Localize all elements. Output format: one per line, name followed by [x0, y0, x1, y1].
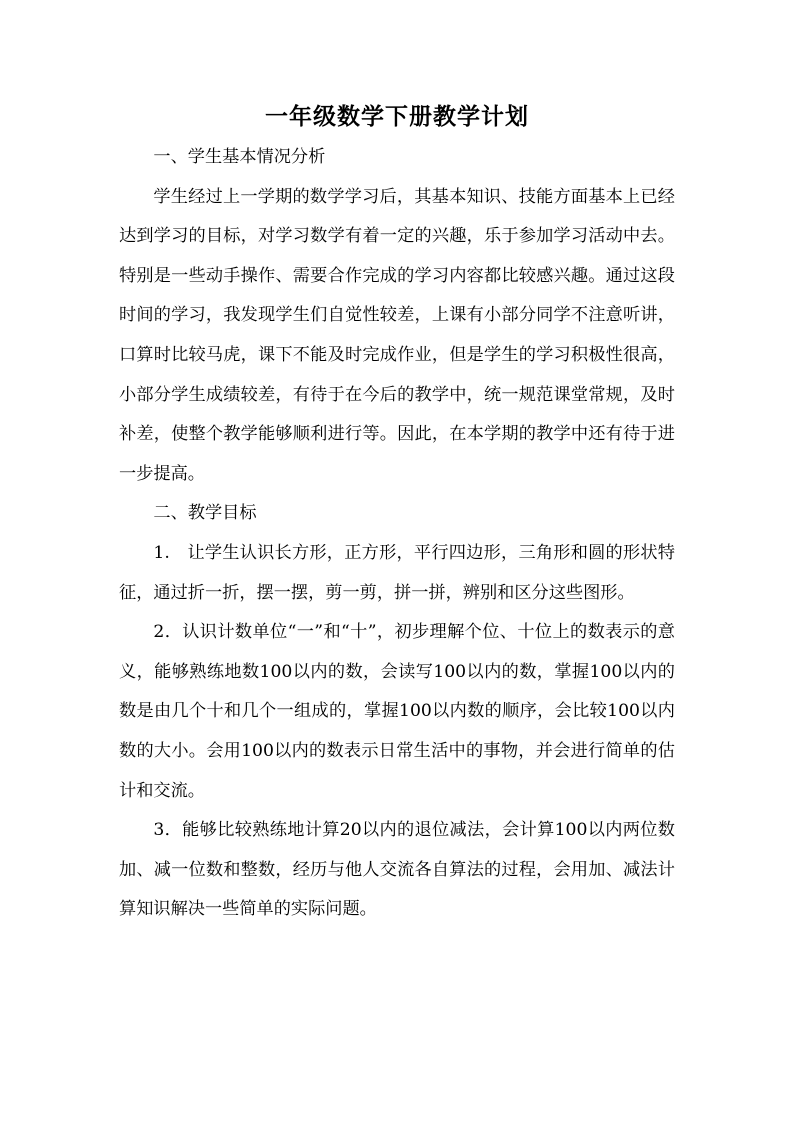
section-heading-teaching-goals: 二、教学目标	[153, 503, 257, 524]
paragraph-student-analysis: 学生经过上一学期的数学学习后，其基本知识、技能方面基本上已经达到学习的目标，对学习数学有着一定的兴趣，乐于参加学习活动中去。特别是一些动手操作、需要合作完成的学习内容都比较感兴趣。通过这段时间的学习，我发现学生们自觉性较差，上课有小部分同学不注意听讲，口算时比较马虎，课下不能及时完成作业，但是学生的学习积极性很高，小部分学生成绩较差，有待于在今后的教学中，统一规范课堂常规，及时补差，使整个教学能够顺利进行等。因此，在本学期的教学中还有待于进一步提高。	[119, 186, 675, 484]
paragraph-goal-1: 1. 让学生认识长方形，正方形，平行四边形，三角形和圆的形状特征，通过折一折，摆一摆，剪一剪，拼一拼，辨别和区分这些图形。	[119, 542, 675, 603]
document-title: 一年级数学下册教学计划	[265, 103, 529, 130]
paragraph-goal-2: 2．认识计数单位“一”和“十”，初步理解个位、十位上的数表示的意义，能够熟练地数100以内的数，会读写100以内的数，掌握100以内的数是由几个十和几个一组成的，掌握100以内数的顺序，会比较100以内数的大小。会用100以内的数表示日常生活中的事物，并会进行简单的估计和交流。	[119, 622, 675, 801]
paragraph-goal-3: 3．能够比较熟练地计算20以内的退位减法，会计算100以内两位数加、减一位数和整数，经历与他人交流各自算法的过程，会用加、减法计算知识解决一些简单的实际问题。	[119, 820, 675, 920]
section-heading-student-analysis: 一、学生基本情况分析	[153, 147, 326, 167]
document-body	[119, 138, 675, 930]
